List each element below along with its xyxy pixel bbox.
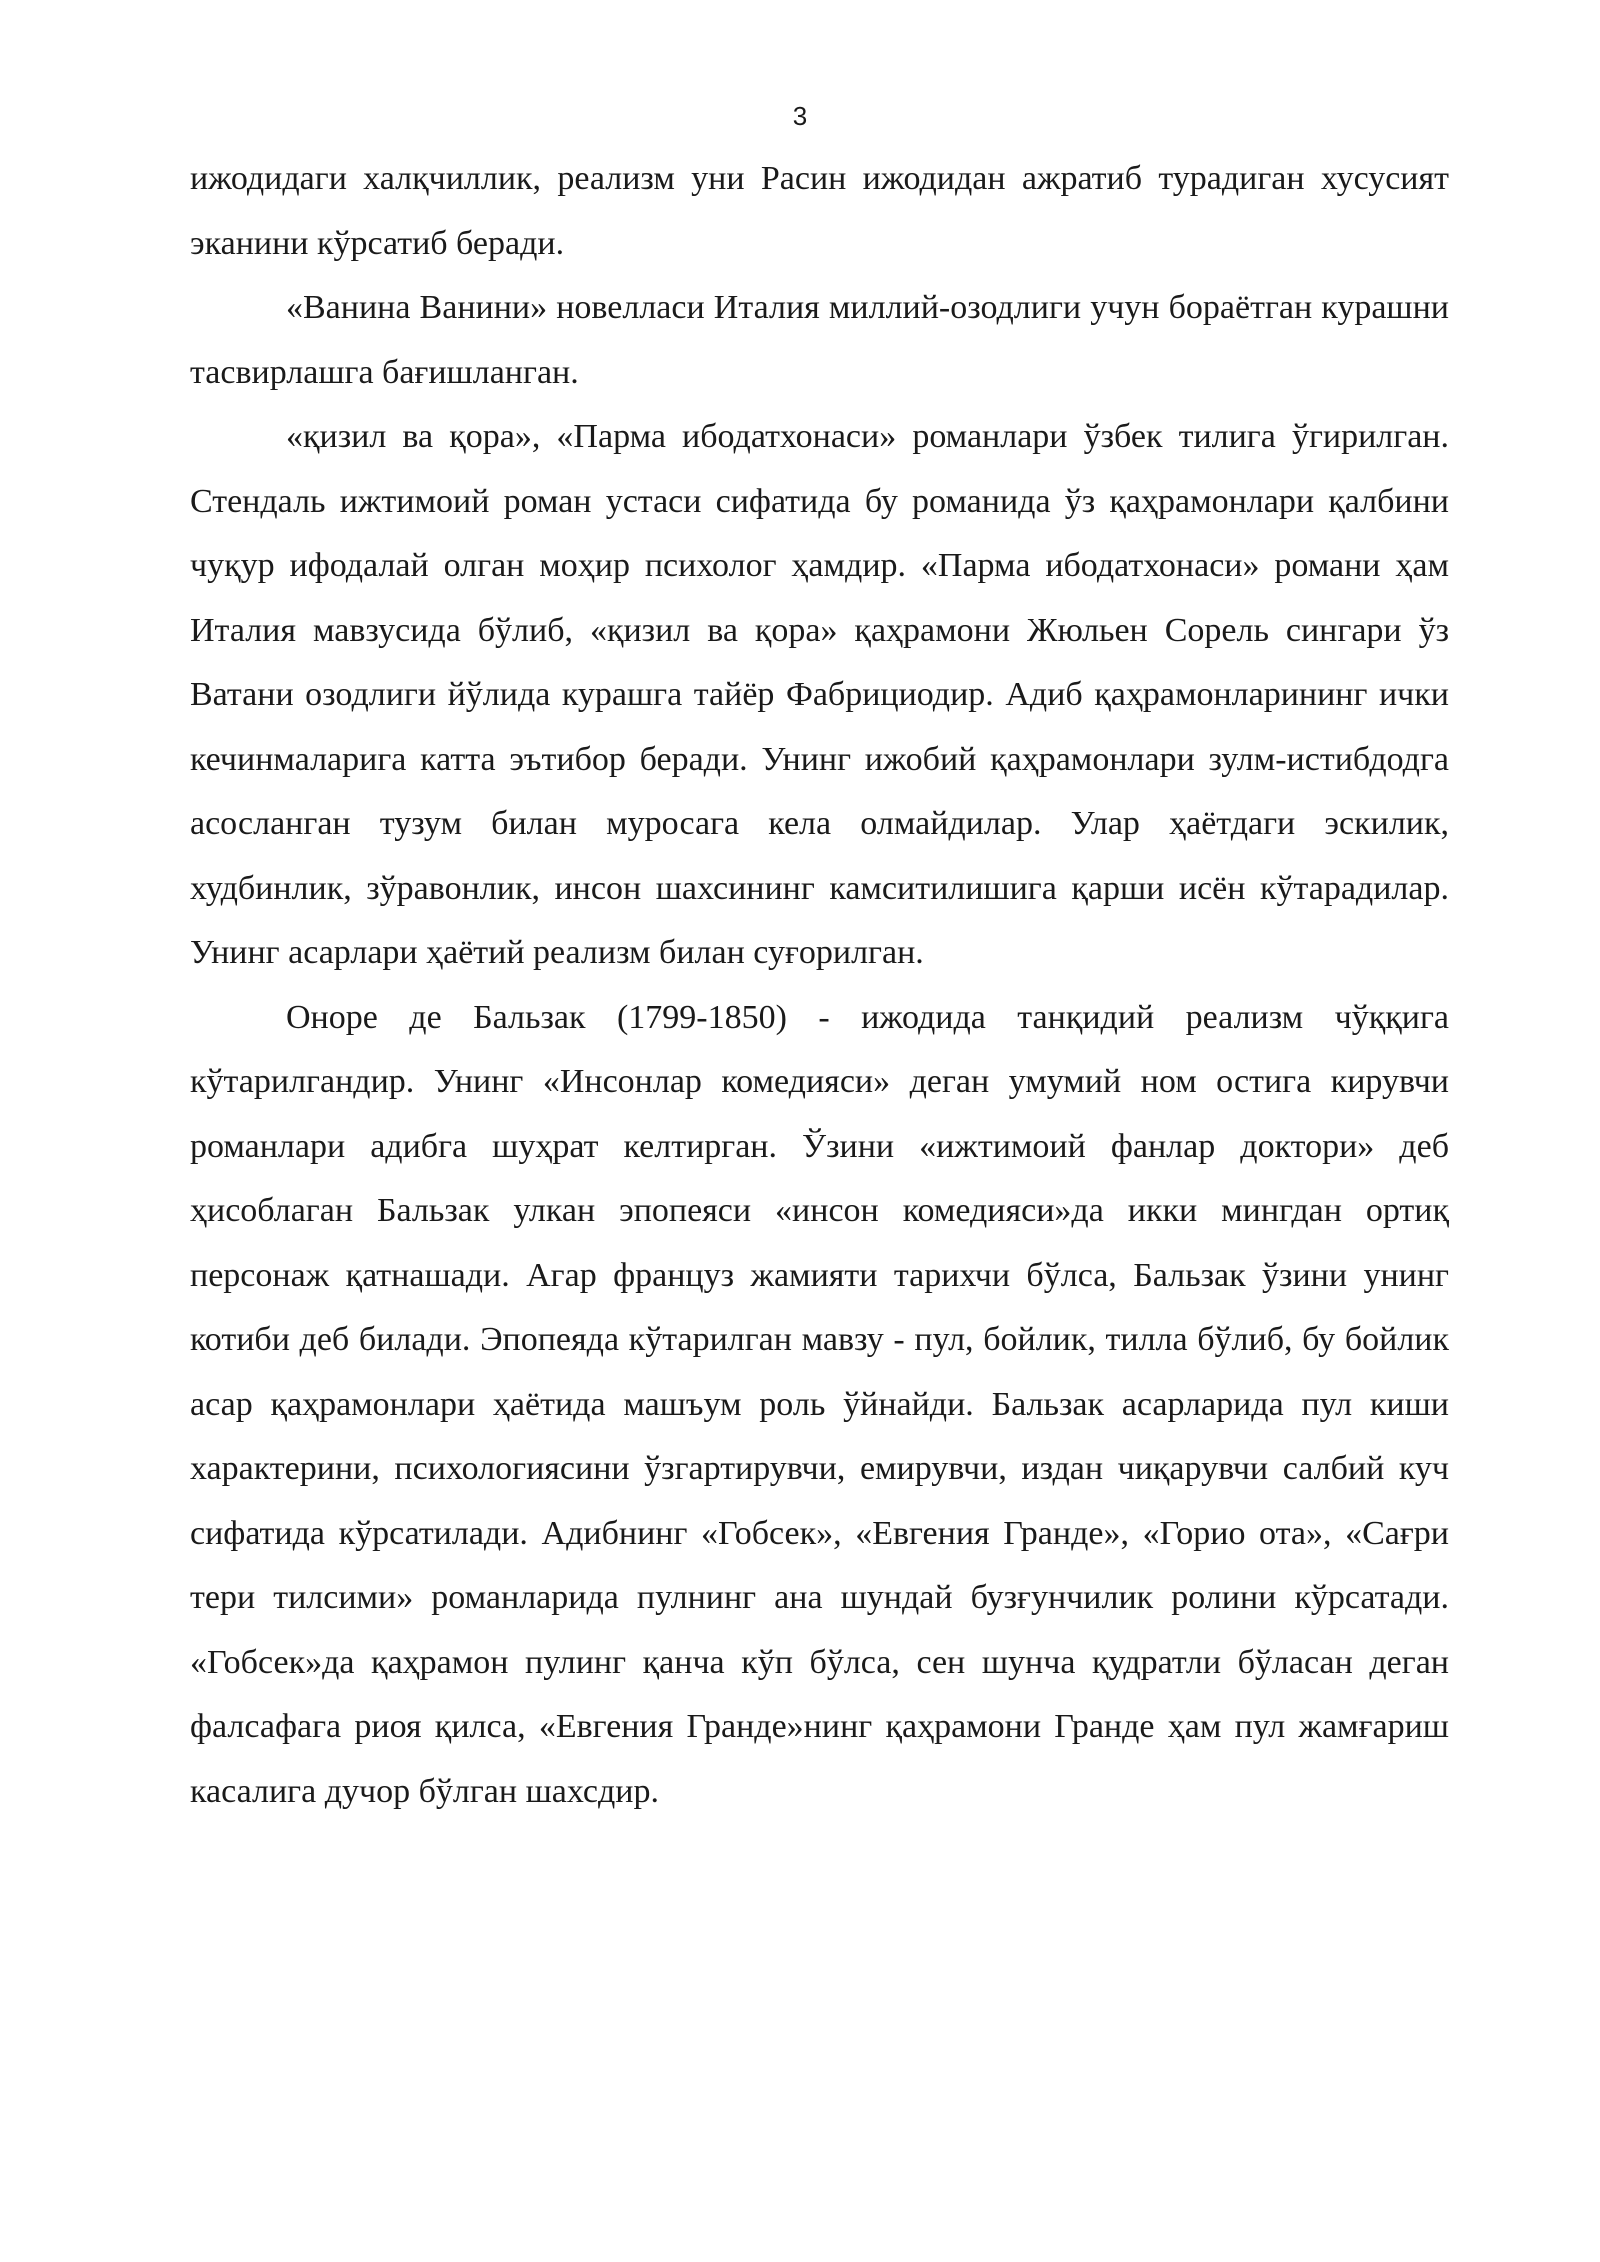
page-number: 3 xyxy=(792,101,808,131)
paragraph-continuation: ижодидаги халқчиллик, реализм уни Расин ижодидан ажратиб турадиган хусусият эканини кўрсатиб беради. xyxy=(190,160,1449,262)
document-body xyxy=(190,147,1449,1824)
paragraph-vanina-vanini: «Ванина Ванини» новелласи Италия миллий-озодлиги учун бораётган курашни тасвирлашга бағишланган. xyxy=(190,289,1449,391)
paragraph-balzac: Оноре де Бальзак (1799-1850) - ижодида танқидий реализм чўққига кўтарилгандир. Унинг «Инсонлар комедияси» деган умумий ном остига кирувчи романлари адибга шуҳрат келтирган. Ўзини «ижтимоий фанлар доктори» деб ҳисоблаган Бальзак улкан эпопеяси «инсон комедияси»да икки мингдан ортиқ персонаж қатнашади. Агар француз жамияти тарихчи бўлса, Бальзак ўзини унинг котиби деб билади. Эпопеяда кўтарилган мавзу - пул, бойлик, тилла бўлиб, бу бойлик асар қаҳрамонлари ҳаётида машъум роль ўйнайди. Бальзак асарларида пул киши характерини, психологиясини ўзгартирувчи, емирувчи, издан чиқарувчи салбий куч сифатида кўрсатилади. Адибнинг «Гобсек», «Евгения Гранде», «Горио ота», «Сағри тери тилсими» романларида пулнинг ана шундай бузғунчилик ролини кўрсатади. «Гобсек»да қаҳрамон пулинг қанча кўп бўлса, сен шунча қудратли бўласан деган фалсафага риоя қилса, «Евгения Гранде»нинг қаҳрамони Гранде ҳам пул жамғариш касалига дучор бўлган шахсдир. xyxy=(190,998,1449,1810)
paragraph-stendhal-novels: «қизил ва қора», «Парма ибодатхонаси» романлари ўзбек тилига ўгирилган. Стендаль ижтимоий роман устаси сифатида бу романида ўз қаҳрамонлари қалбини чуқур ифодалай олган моҳир психолог ҳамдир. «Парма ибодатхонаси» романи ҳам Италия мавзусида бўлиб, «қизил ва қора» қаҳрамони Жюльен Сорель сингари ўз Ватани озодлиги йўлида курашга тайёр Фабрициодир. Адиб қаҳрамонларининг ички кечинмаларига катта эътибор беради. Унинг ижобий қаҳрамонлари зулм-истибдодга асосланган тузум билан муросага кела олмайдилар. Улар ҳаётдаги эскилик, худбинлик, зўравонлик, инсон шахсининг камситилишига қарши исён кўтарадилар. Унинг асарлари ҳаётий реализм билан суғорилган. xyxy=(190,418,1449,971)
